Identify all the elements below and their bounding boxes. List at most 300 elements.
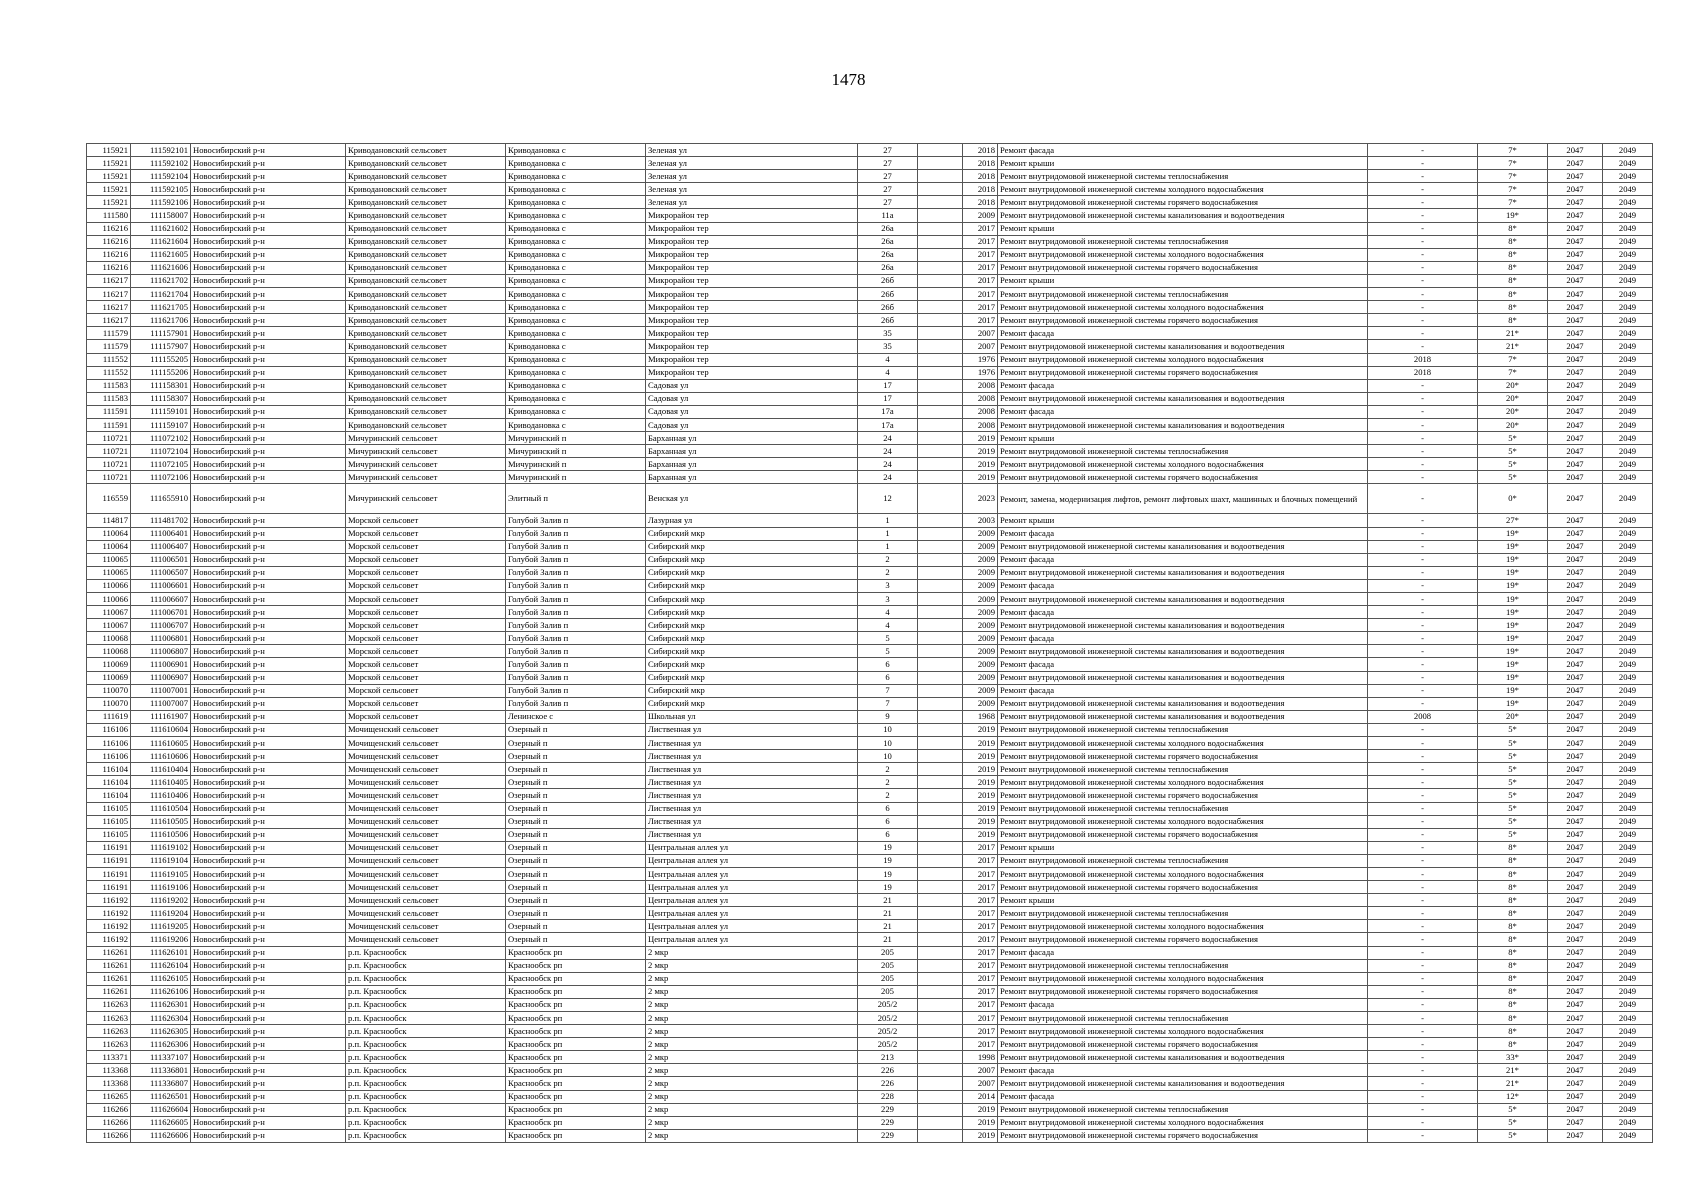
cell-municipality: р.п. Краснообск xyxy=(346,1077,506,1090)
cell-prev-repair-year: - xyxy=(1368,959,1478,972)
cell-house-id: 116192 xyxy=(87,894,131,907)
cell-plan-end: 2049 xyxy=(1603,1077,1653,1090)
cell-street: Сибирский мкр xyxy=(646,527,858,540)
table-row xyxy=(87,157,1653,170)
cell-record-id: 111158301 xyxy=(131,379,191,392)
cell-wear: 7* xyxy=(1478,170,1548,183)
cell-year: 2017 xyxy=(963,274,998,287)
cell-wear: 5* xyxy=(1478,737,1548,750)
cell-district: Новосибирский р-н xyxy=(191,1051,346,1064)
cell-work-type: Ремонт внутридомовой инженерной системы холодного водоснабжения xyxy=(998,972,1368,985)
cell-plan-end: 2049 xyxy=(1603,671,1653,684)
cell-district: Новосибирский р-н xyxy=(191,183,346,196)
cell-municipality: Морской сельсовет xyxy=(346,514,506,527)
cell-work-type: Ремонт внутридомовой инженерной системы канализования и водоотведения xyxy=(998,1077,1368,1090)
cell-house-id: 111583 xyxy=(87,379,131,392)
table-row xyxy=(87,288,1653,301)
cell-year: 2019 xyxy=(963,1129,998,1142)
cell-work-type: Ремонт крыши xyxy=(998,514,1368,527)
table-row xyxy=(87,723,1653,736)
cell-plan-start: 2047 xyxy=(1548,1038,1603,1051)
cell-house-id: 116191 xyxy=(87,854,131,867)
cell-prev-repair-year: - xyxy=(1368,750,1478,763)
cell-record-id: 111157901 xyxy=(131,327,191,340)
cell-wear: 8* xyxy=(1478,314,1548,327)
cell-plan-end: 2049 xyxy=(1603,327,1653,340)
cell-municipality: Морской сельсовет xyxy=(346,606,506,619)
cell-building xyxy=(918,658,963,671)
cell-street: Сибирский мкр xyxy=(646,540,858,553)
cell-house-number: 35 xyxy=(858,327,918,340)
cell-municipality: р.п. Краснообск xyxy=(346,959,506,972)
cell-prev-repair-year: - xyxy=(1368,274,1478,287)
cell-record-id: 111619106 xyxy=(131,881,191,894)
cell-municipality: Морской сельсовет xyxy=(346,540,506,553)
cell-settlement: Криводановка с xyxy=(506,222,646,235)
cell-district: Новосибирский р-н xyxy=(191,553,346,566)
cell-building xyxy=(918,353,963,366)
cell-district: Новосибирский р-н xyxy=(191,894,346,907)
cell-year: 2017 xyxy=(963,959,998,972)
cell-building xyxy=(918,261,963,274)
cell-prev-repair-year: - xyxy=(1368,867,1478,880)
cell-building xyxy=(918,723,963,736)
table-row xyxy=(87,632,1653,645)
cell-prev-repair-year: - xyxy=(1368,985,1478,998)
cell-house-id: 115921 xyxy=(87,144,131,157)
cell-municipality: р.п. Краснообск xyxy=(346,998,506,1011)
cell-settlement: Голубой Залив п xyxy=(506,566,646,579)
cell-house-id: 116191 xyxy=(87,841,131,854)
cell-district: Новосибирский р-н xyxy=(191,828,346,841)
cell-street: Сибирский мкр xyxy=(646,566,858,579)
cell-wear: 19* xyxy=(1478,606,1548,619)
table-row xyxy=(87,484,1653,514)
cell-house-id: 116263 xyxy=(87,1025,131,1038)
cell-prev-repair-year: - xyxy=(1368,553,1478,566)
cell-house-number: 27 xyxy=(858,170,918,183)
cell-municipality: Морской сельсовет xyxy=(346,593,506,606)
cell-settlement: Озерный п xyxy=(506,881,646,894)
cell-work-type: Ремонт крыши xyxy=(998,894,1368,907)
cell-plan-end: 2049 xyxy=(1603,1051,1653,1064)
cell-prev-repair-year: - xyxy=(1368,658,1478,671)
cell-street: Сибирский мкр xyxy=(646,645,858,658)
cell-work-type: Ремонт фасада xyxy=(998,1090,1368,1103)
cell-plan-start: 2047 xyxy=(1548,157,1603,170)
cell-wear: 19* xyxy=(1478,697,1548,710)
cell-work-type: Ремонт фасада xyxy=(998,379,1368,392)
cell-wear: 7* xyxy=(1478,157,1548,170)
cell-street: Микрорайон тер xyxy=(646,261,858,274)
cell-work-type: Ремонт внутридомовой инженерной системы канализования и водоотведения xyxy=(998,619,1368,632)
cell-wear: 5* xyxy=(1478,445,1548,458)
cell-year: 2019 xyxy=(963,471,998,484)
cell-house-id: 116559 xyxy=(87,484,131,514)
cell-building xyxy=(918,972,963,985)
cell-plan-end: 2049 xyxy=(1603,222,1653,235)
table-row xyxy=(87,183,1653,196)
cell-municipality: Мичуринский сельсовет xyxy=(346,458,506,471)
cell-record-id: 111336801 xyxy=(131,1064,191,1077)
cell-district: Новосибирский р-н xyxy=(191,619,346,632)
cell-year: 2009 xyxy=(963,619,998,632)
cell-house-number: 4 xyxy=(858,353,918,366)
cell-district: Новосибирский р-н xyxy=(191,274,346,287)
cell-record-id: 111619102 xyxy=(131,841,191,854)
cell-wear: 19* xyxy=(1478,671,1548,684)
cell-street: Садовая ул xyxy=(646,392,858,405)
cell-plan-end: 2049 xyxy=(1603,366,1653,379)
cell-house-number: 9 xyxy=(858,710,918,723)
cell-house-id: 116191 xyxy=(87,881,131,894)
cell-house-id: 110065 xyxy=(87,566,131,579)
cell-house-id: 110066 xyxy=(87,593,131,606)
cell-work-type: Ремонт внутридомовой инженерной системы горячего водоснабжения xyxy=(998,828,1368,841)
cell-record-id: 111006801 xyxy=(131,632,191,645)
cell-plan-end: 2049 xyxy=(1603,907,1653,920)
cell-settlement: Краснообск рп xyxy=(506,985,646,998)
cell-settlement: Озерный п xyxy=(506,737,646,750)
cell-wear: 19* xyxy=(1478,540,1548,553)
cell-house-number: 27 xyxy=(858,157,918,170)
cell-house-number: 1 xyxy=(858,514,918,527)
cell-work-type: Ремонт внутридомовой инженерной системы канализования и водоотведения xyxy=(998,671,1368,684)
table-row xyxy=(87,828,1653,841)
table-row xyxy=(87,170,1653,183)
cell-work-type: Ремонт внутридомовой инженерной системы холодного водоснабжения xyxy=(998,737,1368,750)
cell-work-type: Ремонт фасада xyxy=(998,946,1368,959)
table-row xyxy=(87,579,1653,592)
cell-plan-start: 2047 xyxy=(1548,658,1603,671)
cell-house-id: 116192 xyxy=(87,933,131,946)
cell-plan-end: 2049 xyxy=(1603,593,1653,606)
cell-prev-repair-year: - xyxy=(1368,458,1478,471)
cell-plan-end: 2049 xyxy=(1603,579,1653,592)
cell-year: 2007 xyxy=(963,1077,998,1090)
cell-plan-end: 2049 xyxy=(1603,379,1653,392)
cell-house-id: 113368 xyxy=(87,1064,131,1077)
cell-work-type: Ремонт внутридомовой инженерной системы холодного водоснабжения xyxy=(998,1116,1368,1129)
cell-record-id: 111655910 xyxy=(131,484,191,514)
cell-record-id: 111610505 xyxy=(131,815,191,828)
table-row xyxy=(87,445,1653,458)
cell-building xyxy=(918,471,963,484)
cell-prev-repair-year: - xyxy=(1368,697,1478,710)
cell-house-id: 116105 xyxy=(87,802,131,815)
cell-wear: 20* xyxy=(1478,405,1548,418)
cell-settlement: Краснообск рп xyxy=(506,1090,646,1103)
cell-plan-start: 2047 xyxy=(1548,183,1603,196)
cell-municipality: р.п. Краснообск xyxy=(346,1116,506,1129)
cell-plan-end: 2049 xyxy=(1603,432,1653,445)
cell-record-id: 111072102 xyxy=(131,432,191,445)
cell-year: 2009 xyxy=(963,579,998,592)
cell-year: 2009 xyxy=(963,658,998,671)
cell-house-number: 26а xyxy=(858,222,918,235)
cell-street: Сибирский мкр xyxy=(646,671,858,684)
cell-record-id: 111006501 xyxy=(131,553,191,566)
cell-plan-end: 2049 xyxy=(1603,170,1653,183)
cell-year: 2019 xyxy=(963,750,998,763)
cell-prev-repair-year: - xyxy=(1368,619,1478,632)
cell-prev-repair-year: - xyxy=(1368,1012,1478,1025)
table-row xyxy=(87,235,1653,248)
cell-plan-end: 2049 xyxy=(1603,514,1653,527)
cell-house-number: 4 xyxy=(858,619,918,632)
cell-record-id: 111610504 xyxy=(131,802,191,815)
cell-wear: 19* xyxy=(1478,553,1548,566)
cell-prev-repair-year: - xyxy=(1368,157,1478,170)
cell-building xyxy=(918,527,963,540)
cell-building xyxy=(918,458,963,471)
cell-building xyxy=(918,1129,963,1142)
cell-street: 2 мкр xyxy=(646,1012,858,1025)
cell-house-id: 116104 xyxy=(87,789,131,802)
cell-district: Новосибирский р-н xyxy=(191,750,346,763)
cell-record-id: 111626604 xyxy=(131,1103,191,1116)
cell-settlement: Краснообск рп xyxy=(506,1025,646,1038)
cell-prev-repair-year: - xyxy=(1368,445,1478,458)
cell-prev-repair-year: - xyxy=(1368,593,1478,606)
cell-building xyxy=(918,514,963,527)
cell-year: 2017 xyxy=(963,894,998,907)
cell-year: 2009 xyxy=(963,540,998,553)
cell-street: Центральная аллея ул xyxy=(646,933,858,946)
cell-record-id: 111621606 xyxy=(131,261,191,274)
cell-house-number: 6 xyxy=(858,828,918,841)
cell-year: 2009 xyxy=(963,697,998,710)
table-row xyxy=(87,867,1653,880)
cell-municipality: Криводановский сельсовет xyxy=(346,170,506,183)
cell-prev-repair-year: - xyxy=(1368,566,1478,579)
cell-street: Барханная ул xyxy=(646,458,858,471)
cell-plan-end: 2049 xyxy=(1603,392,1653,405)
cell-district: Новосибирский р-н xyxy=(191,593,346,606)
cell-plan-end: 2049 xyxy=(1603,314,1653,327)
cell-street: Микрорайон тер xyxy=(646,301,858,314)
cell-year: 2019 xyxy=(963,763,998,776)
cell-plan-end: 2049 xyxy=(1603,959,1653,972)
cell-prev-repair-year: - xyxy=(1368,1038,1478,1051)
cell-street: Зеленая ул xyxy=(646,157,858,170)
cell-district: Новосибирский р-н xyxy=(191,881,346,894)
cell-building xyxy=(918,867,963,880)
cell-district: Новосибирский р-н xyxy=(191,405,346,418)
cell-house-id: 111552 xyxy=(87,366,131,379)
cell-municipality: Мичуринский сельсовет xyxy=(346,471,506,484)
cell-municipality: Морской сельсовет xyxy=(346,527,506,540)
cell-work-type: Ремонт крыши xyxy=(998,274,1368,287)
cell-prev-repair-year: - xyxy=(1368,288,1478,301)
cell-wear: 8* xyxy=(1478,933,1548,946)
cell-district: Новосибирский р-н xyxy=(191,763,346,776)
cell-settlement: Голубой Залив п xyxy=(506,593,646,606)
cell-plan-end: 2049 xyxy=(1603,723,1653,736)
cell-house-id: 116192 xyxy=(87,920,131,933)
cell-record-id: 111621605 xyxy=(131,248,191,261)
cell-municipality: Мочищенский сельсовет xyxy=(346,723,506,736)
table-row xyxy=(87,946,1653,959)
cell-municipality: Криводановский сельсовет xyxy=(346,248,506,261)
cell-settlement: Краснообск рп xyxy=(506,959,646,972)
cell-house-number: 19 xyxy=(858,854,918,867)
cell-plan-start: 2047 xyxy=(1548,379,1603,392)
cell-wear: 8* xyxy=(1478,894,1548,907)
cell-building xyxy=(918,392,963,405)
cell-building xyxy=(918,553,963,566)
cell-district: Новосибирский р-н xyxy=(191,959,346,972)
cell-house-id: 111591 xyxy=(87,405,131,418)
cell-record-id: 111336807 xyxy=(131,1077,191,1090)
table-row xyxy=(87,379,1653,392)
table-row xyxy=(87,1051,1653,1064)
cell-street: 2 мкр xyxy=(646,1103,858,1116)
table-body xyxy=(87,144,1653,1143)
cell-street: 2 мкр xyxy=(646,1038,858,1051)
cell-settlement: Озерный п xyxy=(506,920,646,933)
cell-district: Новосибирский р-н xyxy=(191,157,346,170)
cell-municipality: Мочищенский сельсовет xyxy=(346,854,506,867)
cell-plan-start: 2047 xyxy=(1548,985,1603,998)
cell-settlement: Криводановка с xyxy=(506,301,646,314)
cell-district: Новосибирский р-н xyxy=(191,527,346,540)
cell-plan-end: 2049 xyxy=(1603,157,1653,170)
cell-district: Новосибирский р-н xyxy=(191,1090,346,1103)
cell-settlement: Криводановка с xyxy=(506,379,646,392)
cell-plan-end: 2049 xyxy=(1603,737,1653,750)
cell-building xyxy=(918,235,963,248)
cell-house-id: 116261 xyxy=(87,946,131,959)
cell-house-number: 21 xyxy=(858,907,918,920)
cell-municipality: Криводановский сельсовет xyxy=(346,340,506,353)
cell-house-number: 17 xyxy=(858,392,918,405)
cell-year: 2017 xyxy=(963,1012,998,1025)
cell-work-type: Ремонт внутридомовой инженерной системы холодного водоснабжения xyxy=(998,248,1368,261)
cell-building xyxy=(918,1064,963,1077)
cell-house-number: 226 xyxy=(858,1077,918,1090)
cell-street: Центральная аллея ул xyxy=(646,894,858,907)
cell-wear: 21* xyxy=(1478,1064,1548,1077)
cell-district: Новосибирский р-н xyxy=(191,196,346,209)
cell-settlement: Краснообск рп xyxy=(506,1051,646,1064)
cell-plan-end: 2049 xyxy=(1603,235,1653,248)
cell-work-type: Ремонт внутридомовой инженерной системы холодного водоснабжения xyxy=(998,776,1368,789)
cell-house-id: 116217 xyxy=(87,314,131,327)
cell-district: Новосибирский р-н xyxy=(191,1103,346,1116)
cell-year: 2019 xyxy=(963,815,998,828)
cell-house-id: 116105 xyxy=(87,828,131,841)
cell-record-id: 111619202 xyxy=(131,894,191,907)
cell-municipality: Мочищенский сельсовет xyxy=(346,933,506,946)
cell-work-type: Ремонт внутридомовой инженерной системы канализования и водоотведения xyxy=(998,710,1368,723)
table-row xyxy=(87,854,1653,867)
cell-municipality: Криводановский сельсовет xyxy=(346,274,506,287)
cell-work-type: Ремонт фасада xyxy=(998,606,1368,619)
cell-plan-end: 2049 xyxy=(1603,606,1653,619)
cell-wear: 21* xyxy=(1478,1077,1548,1090)
table-row xyxy=(87,340,1653,353)
cell-wear: 8* xyxy=(1478,985,1548,998)
cell-street: Зеленая ул xyxy=(646,144,858,157)
cell-house-id: 116263 xyxy=(87,1038,131,1051)
table-row xyxy=(87,327,1653,340)
cell-building xyxy=(918,209,963,222)
cell-building xyxy=(918,288,963,301)
cell-municipality: Мочищенский сельсовет xyxy=(346,776,506,789)
cell-prev-repair-year: - xyxy=(1368,776,1478,789)
cell-prev-repair-year: 2008 xyxy=(1368,710,1478,723)
cell-wear: 8* xyxy=(1478,248,1548,261)
cell-record-id: 111626606 xyxy=(131,1129,191,1142)
cell-building xyxy=(918,274,963,287)
cell-house-id: 116217 xyxy=(87,301,131,314)
cell-settlement: Мичуринский п xyxy=(506,458,646,471)
cell-record-id: 111072104 xyxy=(131,445,191,458)
cell-street: Сибирский мкр xyxy=(646,619,858,632)
table-row xyxy=(87,894,1653,907)
cell-district: Новосибирский р-н xyxy=(191,235,346,248)
cell-prev-repair-year: - xyxy=(1368,606,1478,619)
cell-municipality: Мочищенский сельсовет xyxy=(346,815,506,828)
cell-settlement: Краснообск рп xyxy=(506,1116,646,1129)
cell-record-id: 111626106 xyxy=(131,985,191,998)
cell-plan-end: 2049 xyxy=(1603,985,1653,998)
cell-work-type: Ремонт фасада xyxy=(998,144,1368,157)
cell-wear: 5* xyxy=(1478,828,1548,841)
cell-municipality: Мочищенский сельсовет xyxy=(346,841,506,854)
cell-house-number: 19 xyxy=(858,867,918,880)
cell-year: 2009 xyxy=(963,553,998,566)
table-row xyxy=(87,841,1653,854)
cell-street: 2 мкр xyxy=(646,985,858,998)
cell-work-type: Ремонт внутридомовой инженерной системы теплоснабжения xyxy=(998,763,1368,776)
cell-house-number: 2 xyxy=(858,553,918,566)
cell-work-type: Ремонт внутридомовой инженерной системы теплоснабжения xyxy=(998,445,1368,458)
cell-plan-start: 2047 xyxy=(1548,828,1603,841)
cell-house-id: 116104 xyxy=(87,776,131,789)
cell-work-type: Ремонт внутридомовой инженерной системы холодного водоснабжения xyxy=(998,920,1368,933)
cell-wear: 21* xyxy=(1478,327,1548,340)
cell-municipality: Криводановский сельсовет xyxy=(346,288,506,301)
cell-house-id: 110068 xyxy=(87,632,131,645)
cell-prev-repair-year: - xyxy=(1368,327,1478,340)
cell-prev-repair-year: - xyxy=(1368,527,1478,540)
cell-house-number: 17 xyxy=(858,379,918,392)
cell-year: 2017 xyxy=(963,314,998,327)
cell-house-id: 116192 xyxy=(87,907,131,920)
cell-wear: 19* xyxy=(1478,593,1548,606)
cell-work-type: Ремонт фасада xyxy=(998,1064,1368,1077)
cell-street: Микрорайон тер xyxy=(646,209,858,222)
cell-municipality: Криводановский сельсовет xyxy=(346,301,506,314)
cell-house-number: 6 xyxy=(858,658,918,671)
cell-wear: 20* xyxy=(1478,379,1548,392)
cell-prev-repair-year: - xyxy=(1368,432,1478,445)
cell-street: Микрорайон тер xyxy=(646,235,858,248)
cell-house-id: 110067 xyxy=(87,619,131,632)
cell-district: Новосибирский р-н xyxy=(191,907,346,920)
cell-plan-end: 2049 xyxy=(1603,1116,1653,1129)
cell-district: Новосибирский р-н xyxy=(191,1129,346,1142)
cell-plan-start: 2047 xyxy=(1548,867,1603,880)
cell-building xyxy=(918,697,963,710)
cell-plan-start: 2047 xyxy=(1548,196,1603,209)
cell-record-id: 111610405 xyxy=(131,776,191,789)
cell-settlement: Краснообск рп xyxy=(506,1129,646,1142)
cell-record-id: 111006407 xyxy=(131,540,191,553)
cell-record-id: 111006707 xyxy=(131,619,191,632)
